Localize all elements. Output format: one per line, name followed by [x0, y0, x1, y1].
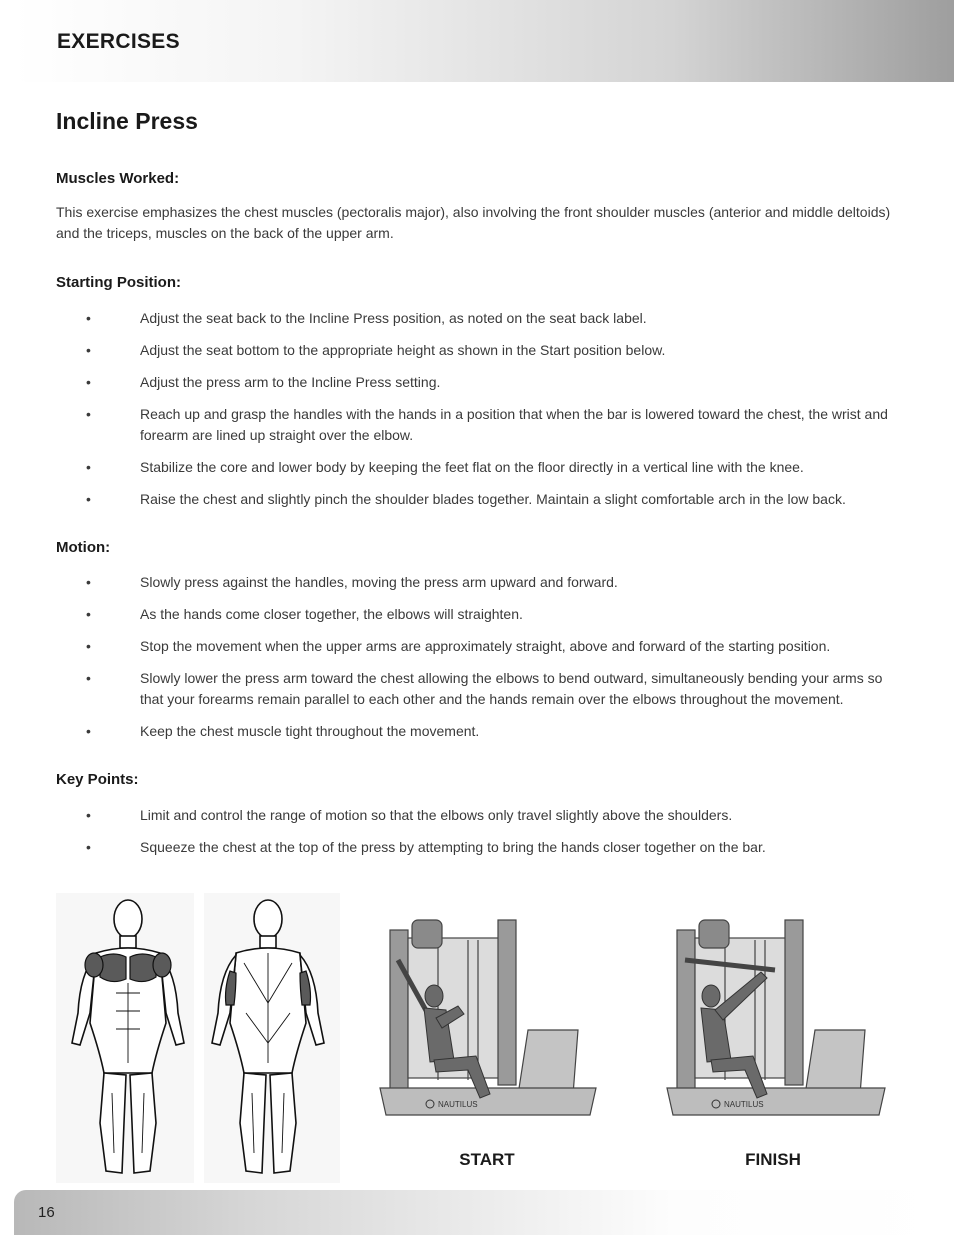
brand-logo-text: NAUTILUS: [724, 1100, 764, 1109]
list-item: [0, 404, 900, 446]
list-item-text: Stabilize the core and lower body by keeping the feet flat on the floor directly in a vertical line with the knee.: [140, 459, 804, 475]
footer-band: [14, 1190, 954, 1235]
bullet-icon: •: [86, 491, 91, 507]
start-caption: START: [459, 1150, 515, 1169]
list-item: [0, 457, 900, 478]
muscles-text: This exercise emphasizes the chest muscles (pectoralis major), also involving the front shoulder muscles (anterior and middle deltoids) and the triceps, muscles on the back of the upper arm.: [56, 204, 891, 241]
list-item-text: Reach up and grasp the handles with the hands in a position that when the bar is lowered toward the chest, the wrist and forearm are lined up straight over the elbow.: [140, 406, 888, 443]
list-item-text: Adjust the seat bottom to the appropriate height as shown in the Start position below.: [140, 342, 666, 358]
list-item: [0, 837, 900, 858]
list-item: [0, 805, 900, 826]
bullet-icon: •: [86, 459, 91, 475]
list-item: [0, 308, 900, 329]
anatomy-back-figure: [204, 893, 340, 1183]
list-item-text: Squeeze the chest at the top of the press by attempting to bring the hands closer together on the bar.: [140, 839, 766, 855]
key-points-heading: Key Points:: [56, 771, 139, 788]
list-item: [0, 572, 900, 593]
section-label: EXERCISES: [57, 30, 180, 53]
list-item: [0, 636, 900, 657]
bullet-icon: •: [86, 310, 91, 326]
list-item-text: Adjust the press arm to the Incline Press setting.: [140, 374, 441, 390]
motion-list: [0, 572, 954, 753]
bullet-icon: •: [86, 606, 91, 622]
page-number: 16: [38, 1204, 55, 1221]
brand-logo-finish: [710, 1098, 796, 1110]
muscles-heading: Muscles Worked:: [56, 170, 180, 187]
list-item: [0, 489, 900, 510]
bullet-icon: •: [86, 406, 91, 422]
bullet-icon: •: [86, 374, 91, 390]
anatomy-front-figure: [56, 893, 194, 1183]
list-item: [0, 372, 900, 393]
bullet-icon: •: [86, 807, 91, 823]
bullet-icon: •: [86, 638, 91, 654]
motion-heading: Motion:: [56, 539, 111, 556]
list-item-text: Slowly press against the handles, moving the press arm upward and forward.: [140, 574, 618, 590]
brand-logo-start: [424, 1098, 510, 1110]
list-item: [0, 668, 900, 710]
bullet-icon: •: [86, 574, 91, 590]
page-title: Incline Press: [56, 108, 198, 134]
list-item: [0, 340, 900, 361]
brand-logo-text: NAUTILUS: [438, 1100, 478, 1109]
list-item: [0, 604, 900, 625]
list-item-text: As the hands come closer together, the elbows will straighten.: [140, 606, 523, 622]
list-item-text: Stop the movement when the upper arms are approximately straight, above and forward of the starting position.: [140, 638, 831, 654]
machine-start-photo: [378, 910, 598, 1120]
list-item-text: Slowly lower the press arm toward the chest allowing the elbows to bend outward, simultaneously bending your arms so that your forearms remain parallel to each other and the hands remain over the elbows throughout the movement.: [140, 670, 883, 707]
starting-heading: Starting Position:: [56, 274, 181, 291]
list-item-text: Keep the chest muscle tight throughout the movement.: [140, 723, 480, 739]
bullet-icon: •: [86, 670, 91, 686]
starting-list: [0, 308, 954, 521]
key-points-list: [0, 805, 954, 869]
bullet-icon: •: [86, 839, 91, 855]
bullet-icon: •: [86, 342, 91, 358]
machine-finish-photo: [665, 910, 887, 1120]
bullet-icon: •: [86, 723, 91, 739]
list-item-text: Raise the chest and slightly pinch the shoulder blades together. Maintain a slight comfortable arch in the low back.: [140, 491, 846, 507]
finish-caption: FINISH: [745, 1150, 801, 1169]
list-item-text: Adjust the seat back to the Incline Press position, as noted on the seat back label.: [140, 310, 647, 326]
list-item: [0, 721, 900, 742]
list-item-text: Limit and control the range of motion so that the elbows only travel slightly above the shoulders.: [140, 807, 733, 823]
